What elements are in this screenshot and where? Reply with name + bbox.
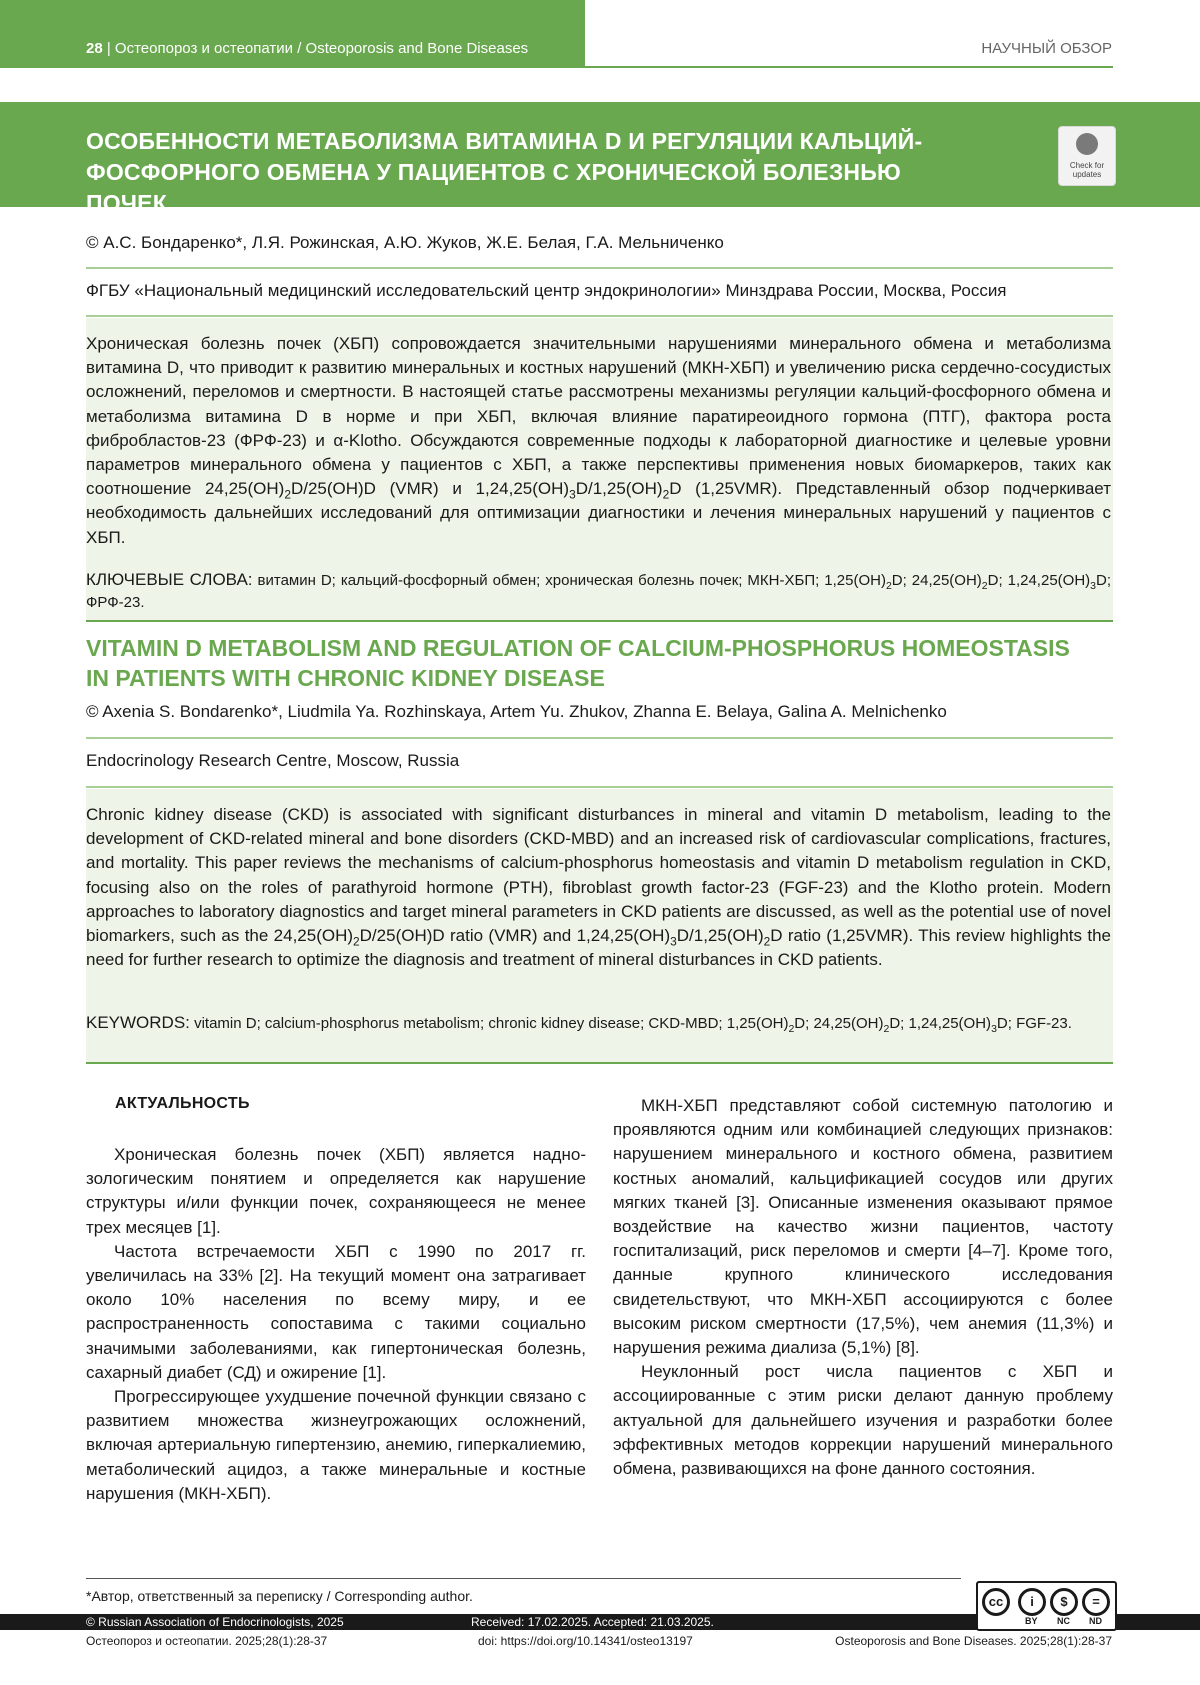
keywords-label: KEYWORDS: (86, 1013, 190, 1032)
affiliation-ru: ФГБУ «Национальный медицинский исследовательский центр эндокринологии» Минздрава России, Москва, Россия (86, 281, 1007, 300)
abstract-en: Chronic kidney disease (CKD) is associated with significant disturbances in mineral and vitamin D metabolism, leading to the development of CKD-related mineral and bone disorders (CKD-MBD) and an increased risk of cardiovascular complications, fractures, and mortality. This paper reviews the mechanisms of calcium-phosphorus homeostasis and vitamin D metabolism regulation in CKD, focusing also on the roles of parathyroid hormone (PTH), fibroblast growth factor-23 (FGF-23) and the Klotho protein. Modern approaches to laboratory diagnostics and target mineral parameters in CKD patients are discussed, as well as the potential use of novel biomarkers, such as the $24,25(OH)_2D/25(OH)D$ ratio (VMR) and $1,24,25(OH)_3D/1,25(OH)_2D$ ratio (1,25VMR). This review highlights the need for further research to optimize the diagnosis and treatment of mineral disturbances in CKD patients. (86, 805, 1111, 970)
nc-label: NC (1057, 1616, 1070, 1626)
body-right-column (613, 1094, 1113, 1481)
corresponding-author-note: *Автор, ответственный за переписку / Corresponding author. (86, 1588, 473, 1604)
nd-icon: = (1082, 1588, 1110, 1616)
citation-en: Osteoporosis and Bone Diseases. 2025;28(1):28-37 (835, 1634, 1112, 1648)
nd-label: ND (1089, 1616, 1102, 1626)
page-number: 28 (86, 40, 103, 57)
keywords-label: КЛЮЧЕВЫЕ СЛОВА: (86, 570, 253, 589)
cc-license-badge[interactable] (976, 1581, 1117, 1631)
received-accepted-dates: Received: 17.02.2025. Accepted: 21.03.2025. (471, 1615, 714, 1629)
by-label: BY (1025, 1616, 1038, 1626)
body-left-column (86, 1143, 586, 1506)
abstract-ru: Хроническая болезнь почек (ХБП) сопровождается значительными нарушениями минерального обмена и метаболизма витамина D, что приводит к развитию минеральных и костных нарушений (МКН-ХБП) и увеличению риска сердечно-сосудистых осложнений, переломов и смертности. В настоящей статье рассмотрены механизмы регуляции кальций-фосфорного обмена и метаболизма витамина D в норме и при ХБП, включая влияние паратиреоидного гормона (ПТГ), фактора роста фибробластов-23 (ФРФ-23) и α-Klotho. Обсуждаются современные подходы к лабораторной диагностике и целевые уровни параметров минерального обмена у пациентов с ХБП, а также перспективы применения новых биомаркеров, таких как соотношение $24,25(OH)_2D/25(OH)D$ (VMR) и $1,24,25(OH)_3D/1,25(OH)_2D$ (1,25VMR). Представленный обзор подчеркивает необходимость дальнейших исследований для оптимизации диагностики и лечения минеральных нарушений у пациентов с ХБП. (86, 334, 1111, 547)
journal-name: | Остеопороз и остеопатии / Osteoporosis and Bone Diseases (106, 40, 529, 57)
divider (86, 737, 1113, 739)
running-header (86, 40, 528, 57)
header-bar (0, 0, 585, 68)
authors-en: © Axenia S. Bondarenko*, Liudmila Ya. Rozhinskaya, Artem Yu. Zhukov, Zhanna E. Belaya, Galina A. Melnichenko (86, 702, 947, 721)
divider (86, 1062, 1113, 1064)
paragraph: Хроническая болезнь почек (ХБП) является наднозологическим понятием и определяется как нарушение структуры и/или функции почек, сохраняющееся не менее трех месяцев [1]. (86, 1145, 586, 1237)
title-ru: ОСОБЕННОСТИ МЕТАБОЛИЗМА ВИТАМИНА D И РЕГУЛЯЦИИ КАЛЬЦИЙ-ФОСФОРНОГО ОБМЕНА У ПАЦИЕНТОВ С ХРОНИЧЕСКОЙ БОЛЕЗНЬЮ ПОЧЕК (86, 128, 923, 216)
copyright: © Russian Association of Endocrinologists, 2025 (86, 1615, 344, 1629)
footnote-rule (86, 1578, 961, 1579)
divider (86, 786, 1113, 788)
section-label: НАУЧНЫЙ ОБЗОР (981, 40, 1112, 57)
doi-link[interactable]: doi: https://doi.org/10.14341/osteo13197 (478, 1634, 693, 1648)
paragraph: Частота встречаемости ХБП с 1990 по 2017 гг. увеличилась на 33% [2]. На текущий момент она затрагивает около 10% населения по всему миру, и ее распространенность сопоставима с такими социально значимыми заболеваниями, как гипертоническая болезнь, сахарный диабет (СД) и ожирение [1]. (86, 1241, 586, 1382)
crossmark-label: Check for updates (1069, 161, 1105, 179)
citation-ru: Остеопороз и остеопатии. 2025;28(1):28-37 (86, 1634, 328, 1648)
divider (86, 315, 1113, 317)
crossmark-icon (1076, 133, 1098, 155)
check-for-updates-badge[interactable] (1058, 126, 1116, 186)
paragraph: Прогрессирующее ухудшение почечной функции связано с развитием множества жизнеугрожающих осложнений, включая артериальную гипертензию, анемию, гиперкалиемию, метаболический ацидоз, а также минеральные и костные нарушения (МКН-ХБП). (86, 1387, 586, 1503)
paragraph: Неуклонный рост числа пациентов с ХБП и ассоциированные с этим риски делают данную проблему актуальной для дальнейшего изучения и разработки более эффективных методов коррекции нарушений минерального обмена, развивающихся на фоне данного состояния. (613, 1362, 1113, 1479)
keywords-ru: КЛЮЧЕВЫЕ СЛОВА: витамин D; кальций-фосфорный обмен; хроническая болезнь почек; МКН-ХБП; $1,25(OH)_2D$; $24,25(OH)_2D$; $1,24,25(OH)_3D$; ФРФ-23. (86, 570, 1111, 611)
cc-icon: cc (982, 1588, 1010, 1616)
by-icon: i (1018, 1588, 1046, 1616)
authors-ru: © А.С. Бондаренко*, Л.Я. Рожинская, А.Ю. Жуков, Ж.Е. Белая, Г.А. Мельниченко (86, 233, 724, 252)
nc-icon: $ (1050, 1588, 1078, 1616)
header-rule (585, 66, 1113, 68)
section-heading: АКТУАЛЬНОСТЬ (115, 1095, 250, 1112)
affiliation-en: Endocrinology Research Centre, Moscow, Russia (86, 751, 460, 770)
paragraph: МКН-ХБП представляют собой системную патологию и проявляются одним или комбинацией следующих признаков: нарушением минерального и костного обмена, развитием костных аномалий, кальцификацией сосудов или других мягких тканей [3]. Описанные изменения оказывают прямое воздействие на качество жизни пациентов, частоту госпитализаций, риск переломов и смерти [4–7]. Кроме того, данные крупного клинического исследования свидетельствуют, что МКН-ХБП ассоциируются с более высоким риском смертности (17,5%), чем анемия (11,3%) и нарушения режима диализа (5,1%) [8]. (613, 1096, 1113, 1358)
keywords-en: KEYWORDS: vitamin D; calcium-phosphorus metabolism; chronic kidney disease; CKD-MBD; $1,25(OH)_2D$; $24,25(OH)_2D$; $1,24,25(OH)_3D$; FGF-23. (86, 1013, 1072, 1035)
title-en: VITAMIN D METABOLISM AND REGULATION OF CALCIUM-PHOSPHORUS HOMEOSTASIS IN PATIENTS WITH CHRONIC KIDNEY DISEASE (86, 635, 1070, 691)
divider (86, 620, 1113, 622)
divider (86, 267, 1113, 269)
